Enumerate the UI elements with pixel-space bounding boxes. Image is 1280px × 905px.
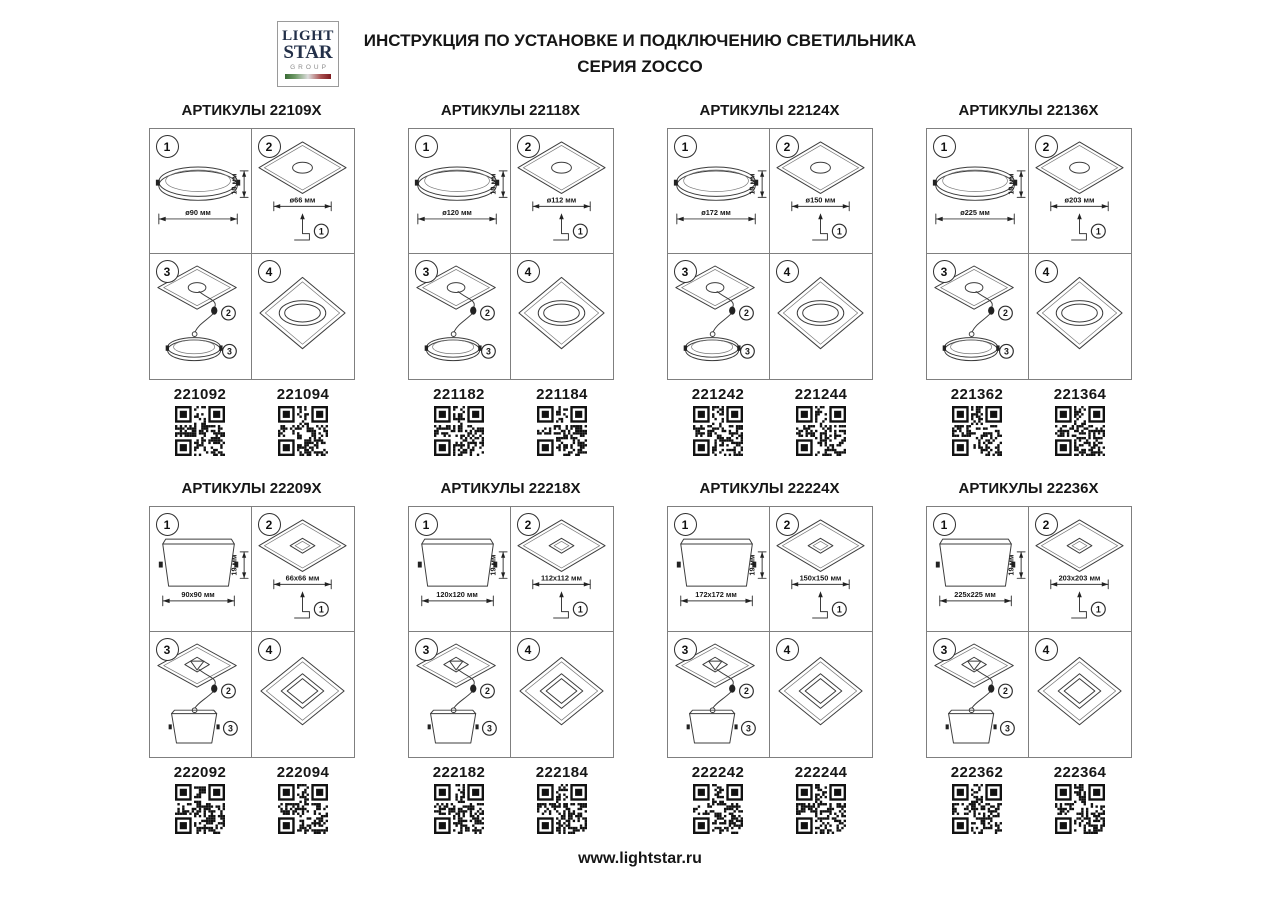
hole-dimension-label: 203x203 мм: [1058, 573, 1100, 583]
round-lamp-shape: [424, 338, 481, 361]
step-1-badge: 1: [415, 135, 438, 158]
step-3-badge: 3: [674, 260, 697, 283]
height-dimension-label: 19 мм: [228, 173, 238, 195]
square-lamp-shape: [676, 539, 755, 586]
instruction-steps-grid: [926, 506, 1132, 758]
hole-dimension-label: 112x112 мм: [540, 573, 582, 583]
width-dimension: [421, 590, 493, 606]
width-dimension-label: 225x225 мм: [953, 589, 996, 599]
article-number: 221184: [536, 386, 588, 403]
article-number: 222244: [794, 764, 848, 781]
height-dimension-label: 19 мм: [746, 173, 756, 195]
instruction-steps-grid: [667, 128, 873, 380]
height-dimension: [488, 552, 507, 578]
hole-dimension-label: 150x150 мм: [799, 573, 841, 583]
article-numbers-row: [667, 386, 873, 456]
panels-area: [0, 98, 1280, 834]
logo-text-star: STAR: [283, 41, 333, 63]
round-lamp-shape: [942, 338, 999, 361]
instruction-steps-grid: [149, 506, 355, 758]
hole-dimension: [1050, 195, 1107, 210]
article-number: 222094: [276, 764, 330, 781]
document-title: [0, 0, 1280, 81]
step-3-cell: [409, 632, 511, 757]
width-dimension: [417, 208, 495, 224]
ref-3-number: 3: [486, 723, 492, 734]
article-col-2: [770, 764, 873, 834]
ref-3-number: 3: [1003, 346, 1009, 357]
step-4-cell: [252, 254, 354, 379]
round-lamp-shape: [414, 167, 498, 200]
ref-1-number: 1: [318, 226, 324, 237]
mounting-profile-icon: [812, 591, 827, 618]
hole-dimension: [1050, 573, 1107, 588]
article-number: 221362: [950, 386, 1004, 403]
round-lamp-shape: [155, 167, 239, 200]
mounting-profile-icon: [294, 213, 309, 240]
article-number: 222092: [173, 764, 227, 781]
ref-1-number: 1: [318, 604, 324, 615]
step-3-badge: 3: [415, 638, 438, 661]
width-dimension-label: ø120 мм: [441, 208, 472, 218]
width-dimension-label: ø90 мм: [184, 208, 211, 218]
qr-code: [952, 784, 1002, 834]
qr-code: [175, 406, 225, 456]
step-4-badge: 4: [1035, 638, 1058, 661]
article-numbers-row: [667, 764, 873, 834]
step-2-cell: [511, 129, 613, 254]
panel-title: АРТИКУЛЫ 22124X: [699, 102, 840, 119]
instruction-steps-grid: [408, 506, 614, 758]
wire-and-connector: [451, 291, 476, 336]
article-col-1: [149, 386, 252, 456]
width-dimension-label: ø225 мм: [959, 208, 990, 218]
product-panel: [667, 480, 873, 834]
step-1-badge: 1: [156, 513, 179, 536]
hole-dimension-label: ø150 мм: [805, 195, 835, 205]
width-dimension-label: 172x172 мм: [694, 589, 737, 599]
ref-2-number: 2: [225, 686, 231, 697]
instruction-steps-grid: [667, 506, 873, 758]
wire-and-connector: [969, 669, 994, 712]
step-4-cell: [770, 254, 872, 379]
qr-code: [537, 406, 587, 456]
instruction-steps-grid: [926, 128, 1132, 380]
step-2-cell: [252, 507, 354, 632]
height-dimension-label: 19 мм: [487, 173, 497, 195]
wire-and-connector: [969, 291, 994, 336]
article-number: 221182: [433, 386, 485, 403]
wire-and-connector: [192, 291, 217, 336]
width-dimension: [939, 590, 1011, 606]
article-numbers-row: [926, 764, 1132, 834]
document-title-line2: СЕРИЯ ZOCCO: [577, 57, 703, 77]
width-dimension: [162, 590, 234, 606]
step-2-cell: [1029, 507, 1131, 632]
step-2-badge: 2: [1035, 513, 1058, 536]
product-panel: [926, 480, 1132, 834]
step-4-badge: 4: [776, 260, 799, 283]
step-1-badge: 1: [933, 513, 956, 536]
step-2-badge: 2: [1035, 135, 1058, 158]
height-dimension-label: 19 мм: [487, 554, 497, 576]
step-4-cell: [252, 632, 354, 757]
round-lamp-shape: [683, 338, 740, 361]
step-4-cell: [1029, 254, 1131, 379]
hole-dimension-label: 66x66 мм: [285, 573, 319, 583]
step-1-badge: 1: [674, 135, 697, 158]
round-lamp-shape: [673, 167, 757, 200]
square-lamp-shape: [168, 710, 219, 743]
product-panel: [408, 480, 614, 834]
step-3-badge: 3: [933, 638, 956, 661]
ref-2-number: 2: [1002, 686, 1008, 697]
article-number: 221364: [1053, 386, 1107, 403]
width-dimension-label: ø172 мм: [700, 208, 731, 218]
step-4-cell: [770, 632, 872, 757]
width-dimension-label: 120x120 мм: [435, 589, 478, 599]
step-1-badge: 1: [415, 513, 438, 536]
hole-dimension: [273, 573, 330, 588]
step-1-cell: [409, 507, 511, 632]
product-panel: [408, 102, 614, 456]
step-4-badge: 4: [776, 638, 799, 661]
article-number: 221092: [173, 386, 227, 403]
step-2-cell: [770, 507, 872, 632]
qr-code: [952, 406, 1002, 456]
ref-2-number: 2: [484, 308, 490, 319]
article-col-2: [1029, 386, 1132, 456]
article-numbers-row: [926, 386, 1132, 456]
panel-title: АРТИКУЛЫ 22136X: [958, 102, 1099, 119]
step-2-badge: 2: [517, 135, 540, 158]
qr-code: [175, 784, 225, 834]
installed-fixture-shape: [259, 277, 344, 348]
article-number: 222364: [1053, 764, 1107, 781]
article-col-1: [926, 764, 1029, 834]
article-col-1: [408, 764, 511, 834]
square-lamp-shape: [427, 710, 478, 743]
article-number: 222182: [432, 764, 486, 781]
article-number: 221094: [276, 386, 330, 403]
wire-and-connector: [710, 669, 735, 712]
panel-title: АРТИКУЛЫ 22109X: [181, 102, 322, 119]
step-2-cell: [770, 129, 872, 254]
wire-and-connector: [192, 669, 217, 712]
step-4-badge: 4: [258, 638, 281, 661]
installed-fixture-shape: [778, 657, 861, 724]
height-dimension-label: 19 мм: [228, 554, 238, 576]
step-3-cell: [927, 632, 1029, 757]
product-panel: [667, 102, 873, 456]
instruction-steps-grid: [408, 128, 614, 380]
step-1-badge: 1: [674, 513, 697, 536]
step-1-cell: [150, 129, 252, 254]
step-1-cell: [150, 507, 252, 632]
installed-fixture-shape: [1037, 657, 1120, 724]
product-panel: [149, 102, 355, 456]
article-col-2: [252, 386, 355, 456]
width-dimension: [158, 208, 236, 224]
step-3-cell: [409, 254, 511, 379]
article-number: 221242: [691, 386, 745, 403]
ref-2-number: 2: [743, 308, 749, 319]
step-4-badge: 4: [517, 260, 540, 283]
step-3-badge: 3: [933, 260, 956, 283]
panel-row-1: [0, 102, 1280, 456]
width-dimension-label: 90x90 мм: [180, 589, 215, 599]
installed-fixture-shape: [777, 277, 862, 348]
square-lamp-shape: [945, 710, 996, 743]
wire-and-connector: [451, 669, 476, 712]
website-url: www.lightstar.ru: [578, 850, 702, 867]
installed-fixture-shape: [518, 277, 603, 348]
sheet-footer: [0, 850, 1280, 868]
width-dimension: [676, 208, 754, 224]
mounting-profile-icon: [1071, 213, 1086, 240]
ref-2-number: 2: [225, 308, 231, 319]
height-dimension-label: 19 мм: [746, 554, 756, 576]
step-1-cell: [927, 507, 1029, 632]
article-number: 221244: [794, 386, 848, 403]
ref-3-number: 3: [227, 723, 233, 734]
ref-1-number: 1: [577, 604, 583, 615]
step-2-cell: [511, 507, 613, 632]
qr-code: [537, 784, 587, 834]
ref-1-number: 1: [1095, 604, 1101, 615]
step-4-badge: 4: [517, 638, 540, 661]
mounting-profile-icon: [1071, 591, 1086, 618]
step-4-badge: 4: [1035, 260, 1058, 283]
panel-title: АРТИКУЛЫ 22236X: [958, 480, 1099, 497]
mounting-profile-icon: [553, 591, 568, 618]
article-col-1: [667, 764, 770, 834]
step-3-badge: 3: [156, 260, 179, 283]
wire-and-connector: [710, 291, 735, 336]
qr-code: [434, 784, 484, 834]
qr-code: [434, 406, 484, 456]
product-panel: [926, 102, 1132, 456]
article-col-2: [511, 386, 614, 456]
qr-code: [1055, 784, 1105, 834]
step-1-cell: [668, 129, 770, 254]
logo-text-light: LIGHT: [282, 28, 334, 45]
hole-dimension-label: ø203 мм: [1064, 195, 1094, 205]
height-dimension: [229, 552, 248, 578]
step-4-badge: 4: [258, 260, 281, 283]
step-1-badge: 1: [156, 135, 179, 158]
ref-2-number: 2: [743, 686, 749, 697]
article-numbers-row: [149, 764, 355, 834]
qr-code: [693, 784, 743, 834]
round-lamp-shape: [932, 167, 1016, 200]
height-dimension: [747, 552, 766, 578]
ref-1-number: 1: [836, 604, 842, 615]
product-panel: [149, 480, 355, 834]
hole-dimension: [532, 195, 589, 210]
step-3-cell: [150, 632, 252, 757]
article-col-2: [511, 764, 614, 834]
height-dimension-label: 19 мм: [1005, 554, 1015, 576]
ref-3-number: 3: [226, 346, 232, 357]
step-1-cell: [668, 507, 770, 632]
step-3-badge: 3: [674, 638, 697, 661]
panel-row-2: [0, 480, 1280, 834]
ref-3-number: 3: [745, 723, 751, 734]
lightstar-logo: [277, 21, 339, 87]
instruction-steps-grid: [149, 128, 355, 380]
qr-code: [796, 784, 846, 834]
hole-dimension: [273, 195, 330, 210]
mounting-profile-icon: [294, 591, 309, 618]
square-lamp-shape: [417, 539, 496, 586]
article-col-1: [667, 386, 770, 456]
step-2-cell: [1029, 129, 1131, 254]
ref-1-number: 1: [836, 226, 842, 237]
step-3-cell: [668, 632, 770, 757]
step-1-cell: [927, 129, 1029, 254]
article-number: 222184: [535, 764, 589, 781]
square-lamp-shape: [158, 539, 237, 586]
sheet-header: [0, 0, 1280, 98]
hole-dimension: [532, 573, 589, 588]
step-4-cell: [1029, 632, 1131, 757]
document-title-line1: ИНСТРУКЦИЯ ПО УСТАНОВКЕ И ПОДКЛЮЧЕНИЮ СВЕТИЛЬНИКА: [363, 31, 917, 50]
step-2-badge: 2: [258, 513, 281, 536]
article-numbers-row: [149, 386, 355, 456]
step-2-cell: [252, 129, 354, 254]
step-3-cell: [150, 254, 252, 379]
qr-code: [278, 406, 328, 456]
installed-fixture-shape: [260, 657, 343, 724]
step-1-badge: 1: [933, 135, 956, 158]
ref-1-number: 1: [1095, 226, 1101, 237]
round-lamp-shape: [165, 338, 222, 361]
ref-1-number: 1: [577, 226, 583, 237]
article-numbers-row: [408, 386, 614, 456]
ref-3-number: 3: [485, 346, 491, 357]
article-col-2: [770, 386, 873, 456]
mounting-profile-icon: [553, 213, 568, 240]
hole-dimension: [791, 573, 848, 588]
width-dimension: [935, 208, 1013, 224]
logo-text-group: GROUP: [290, 63, 329, 71]
step-2-badge: 2: [776, 135, 799, 158]
step-2-badge: 2: [517, 513, 540, 536]
article-number: 222242: [691, 764, 745, 781]
article-numbers-row: [408, 764, 614, 834]
panel-title: АРТИКУЛЫ 22209X: [181, 480, 322, 497]
mounting-profile-icon: [812, 213, 827, 240]
logo-flag-bar: [285, 74, 331, 79]
ref-2-number: 2: [484, 686, 490, 697]
ref-3-number: 3: [1004, 723, 1010, 734]
article-number: 222362: [950, 764, 1004, 781]
square-lamp-shape: [935, 539, 1014, 586]
qr-code: [1055, 406, 1105, 456]
height-dimension: [1006, 552, 1025, 578]
step-4-cell: [511, 632, 613, 757]
article-col-1: [149, 764, 252, 834]
article-col-1: [926, 386, 1029, 456]
article-col-2: [252, 764, 355, 834]
ref-3-number: 3: [744, 346, 750, 357]
step-3-cell: [927, 254, 1029, 379]
step-3-cell: [668, 254, 770, 379]
hole-dimension-label: ø112 мм: [546, 195, 576, 205]
square-lamp-shape: [686, 710, 737, 743]
height-dimension-label: 19 мм: [1005, 173, 1015, 195]
step-4-cell: [511, 254, 613, 379]
article-col-1: [408, 386, 511, 456]
step-2-badge: 2: [776, 513, 799, 536]
qr-code: [278, 784, 328, 834]
width-dimension: [680, 590, 752, 606]
ref-2-number: 2: [1002, 308, 1008, 319]
step-2-badge: 2: [258, 135, 281, 158]
step-3-badge: 3: [156, 638, 179, 661]
installed-fixture-shape: [1036, 277, 1121, 348]
panel-title: АРТИКУЛЫ 22218X: [440, 480, 581, 497]
qr-code: [796, 406, 846, 456]
panel-title: АРТИКУЛЫ 22224X: [699, 480, 840, 497]
step-1-cell: [409, 129, 511, 254]
step-3-badge: 3: [415, 260, 438, 283]
installed-fixture-shape: [519, 657, 602, 724]
hole-dimension-label: ø66 мм: [289, 195, 315, 205]
article-col-2: [1029, 764, 1132, 834]
panel-title: АРТИКУЛЫ 22118X: [440, 102, 581, 119]
qr-code: [693, 406, 743, 456]
hole-dimension: [791, 195, 848, 210]
